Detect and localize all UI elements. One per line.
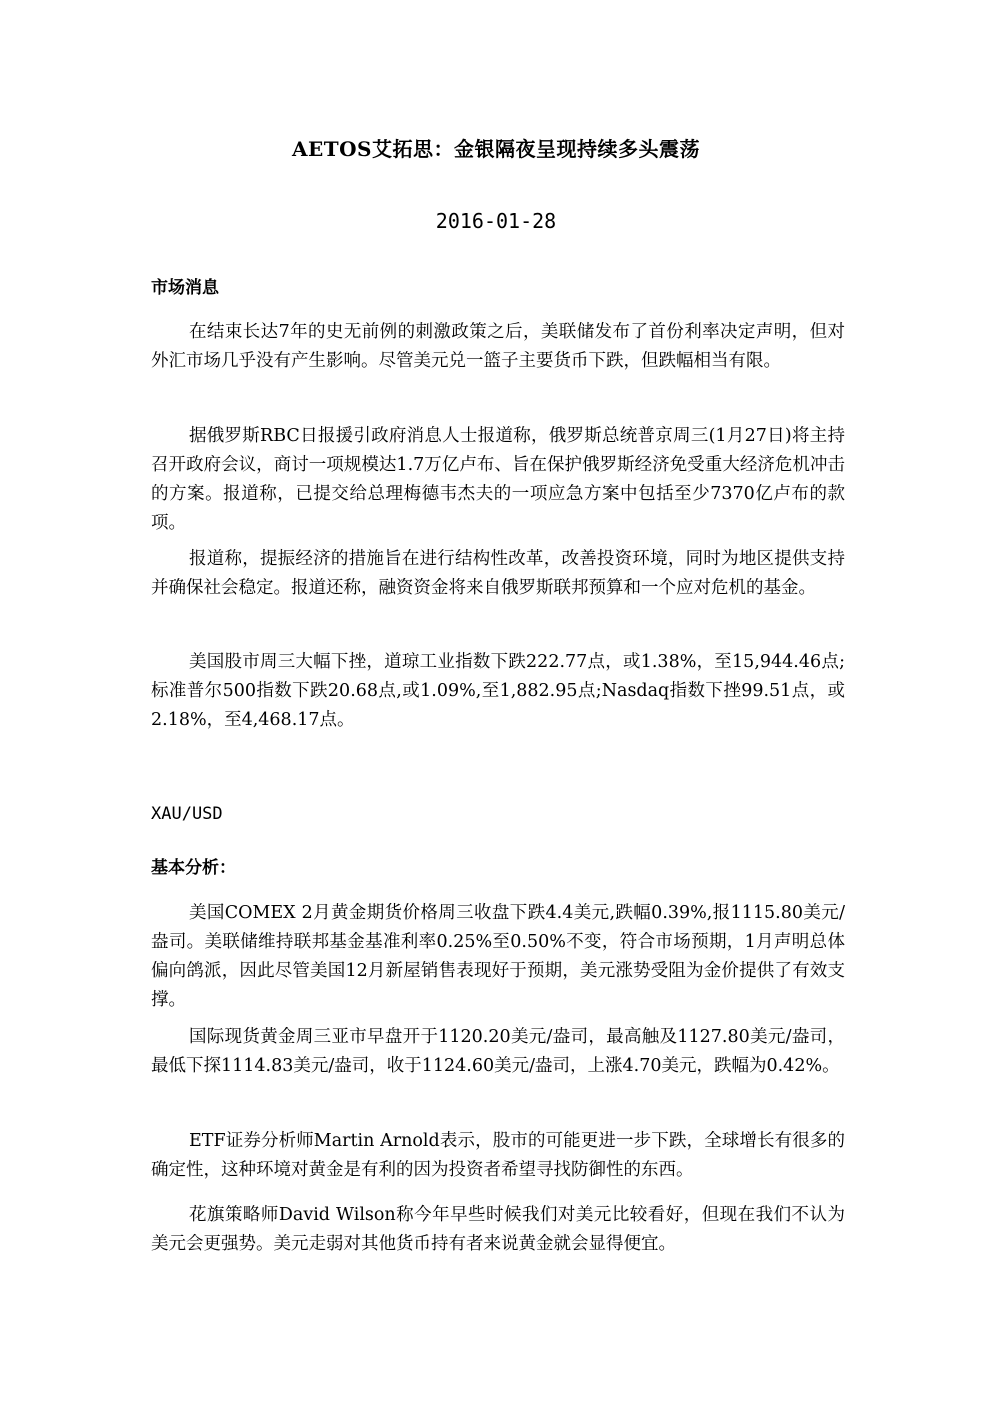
section-heading-market-news: 市场消息 — [151, 278, 219, 298]
paragraph-comex-gold: 美国COMEX 2月黄金期货价格周三收盘下跌4.4美元,跌幅0.39%,报1115.80美元/盎司。美联储维持联邦基金基准利率0.25%至0.50%不变，符合市场预期，1月声明总体偏向鸽派，因此尽管美国12月新屋销售表现好于预期，美元涨势受阻为金价提供了有效支撑。 — [151, 903, 845, 1010]
section-heading-fundamental-analysis: 基本分析： — [151, 858, 236, 878]
paragraph-us-stocks: 美国股市周三大幅下挫，道琼工业指数下跌222.77点，或1.38%，至15,944.46点;标准普尔500指数下跌20.68点,或1.09%,至1,882.95点;Nasdaq指数下挫99.51点，或2.18%，至4,468.17点。 — [151, 652, 845, 730]
document-date: 2016-01-28 — [435, 209, 557, 233]
paragraph-russia-measures: 报道称，提振经济的措施旨在进行结构性改革，改善投资环境，同时为地区提供支持并确保社会稳定。报道还称，融资资金将来自俄罗斯联邦预算和一个应对危机的基金。 — [151, 549, 845, 598]
paragraph-russia-plan: 据俄罗斯RBC日报援引政府消息人士报道称，俄罗斯总统普京周三(1月27日)将主持召开政府会议，商讨一项规模达1.7万亿卢布、旨在保护俄罗斯经济免受重大经济危机冲击的方案。报道称，已提交给总理梅德韦杰夫的一项应急方案中包括至少7370亿卢布的款项。 — [151, 426, 845, 533]
section-label-xau-usd: XAU/USD — [151, 804, 223, 824]
paragraph-citi-strategist: 花旗策略师David Wilson称今年早些时候我们对美元比较看好，但现在我们不认为美元会更强势。美元走弱对其他货币持有者来说黄金就会显得便宜。 — [151, 1205, 845, 1254]
paragraph-spot-gold: 国际现货黄金周三亚市早盘开于1120.20美元/盎司，最高触及1127.80美元/盎司，最低下探1114.83美元/盎司，收于1124.60美元/盎司，上涨4.70美元，跌幅为0.42%。 — [151, 1027, 845, 1076]
paragraph-etf-analyst: ETF证券分析师Martin Arnold表示，股市的可能更进一步下跌，全球增长有很多的确定性，这种环境对黄金是有利的因为投资者希望寻找防御性的东西。 — [151, 1131, 845, 1180]
paragraph-fed-statement: 在结束长达7年的史无前例的刺激政策之后，美联储发布了首份利率决定声明，但对外汇市场几乎没有产生影响。尽管美元兑一篮子主要货币下跌，但跌幅相当有限。 — [151, 322, 845, 371]
document-title: AETOS艾拓思：金银隔夜呈现持续多头震荡 — [291, 137, 700, 161]
